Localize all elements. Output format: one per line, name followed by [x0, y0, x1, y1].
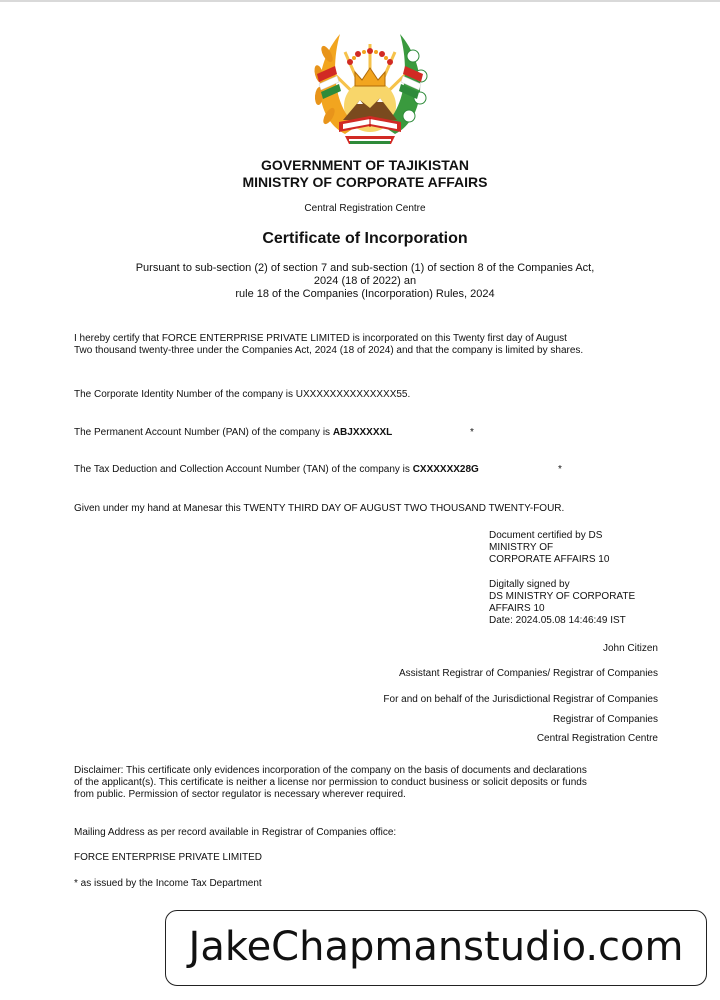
certificate-title: Certificate of Incorporation	[262, 230, 468, 247]
top-divider	[0, 0, 720, 2]
registrar-centre: Central Registration Centre	[536, 733, 658, 744]
certification-line-2: Two thousand twenty-three under the Companies Act, 2024 (18 of 2024) and that the company is limited by shares.	[74, 345, 584, 356]
digital-line-3: AFFAIRS 10	[489, 603, 545, 614]
disclaimer-line-2: of the applicant(s). This certificate is neither a license nor permission to conduct business or solicit deposits or funds	[74, 777, 587, 788]
government-name: GOVERNMENT OF TAJIKISTAN	[261, 157, 469, 173]
pursuant-line-2: 2024 (18 of 2022) an	[313, 275, 417, 287]
registrar-title: Registrar of Companies	[552, 714, 658, 725]
tan-asterisk: *	[558, 464, 562, 475]
watermark-banner: JakeChapmanstudio.com	[165, 910, 707, 986]
cin-statement: The Corporate Identity Number of the company is UXXXXXXXXXXXXXX55.	[74, 389, 411, 400]
pursuant-line-1: Pursuant to sub-section (2) of section 7 and sub-section (1) of section 8 of the Companies Act,	[135, 262, 595, 274]
certification-statement	[74, 333, 583, 357]
pan-label: The Permanent Account Number (PAN) of the company is	[74, 427, 333, 438]
disclaimer-line-3: from public. Permission of sector regulator is necessary wherever required.	[74, 789, 406, 800]
registration-centre: Central Registration Centre	[304, 203, 426, 214]
signatory-name: John Citizen	[602, 643, 658, 654]
digital-signature-date: Date: 2024.05.08 14:46:49 IST	[489, 615, 626, 626]
pan-statement	[74, 427, 392, 439]
mailing-company-name: FORCE ENTERPRISE PRIVATE LIMITED	[74, 852, 262, 863]
digital-line-1: Digitally signed by	[489, 579, 570, 590]
digital-line-2: DS MINISTRY OF CORPORATE	[489, 591, 636, 602]
document-certified-block	[489, 530, 609, 566]
signatory-role: Assistant Registrar of Companies/ Registrar of Companies	[399, 668, 658, 679]
certified-line-1: Document certified by DS	[489, 530, 603, 541]
disclaimer-line-1: Disclaimer: This certificate only evidences incorporation of the company on the basis of documents and declarations	[74, 765, 587, 776]
pan-value: ABJXXXXXL	[332, 427, 393, 438]
pursuant-line-3: rule 18 of the Companies (Incorporation) Rules, 2024	[235, 288, 495, 300]
on-behalf-statement: For and on behalf of the Jurisdictional Registrar of Companies	[383, 694, 658, 705]
certified-line-3: CORPORATE AFFAIRS 10	[489, 554, 610, 565]
pursuant-statement	[0, 262, 720, 301]
pan-asterisk: *	[470, 427, 474, 438]
tan-value: CXXXXXX28G	[412, 464, 479, 475]
disclaimer	[74, 765, 587, 801]
tan-statement	[74, 464, 479, 476]
tajikistan-coat-of-arms-icon	[305, 14, 435, 149]
digital-signature-block	[489, 579, 635, 627]
ministry-name: MINISTRY OF CORPORATE AFFAIRS	[242, 174, 488, 190]
mailing-address-label: Mailing Address as per record available in Registrar of Companies office:	[74, 827, 397, 838]
tan-label: The Tax Deduction and Collection Account Number (TAN) of the company is	[74, 464, 413, 475]
tax-department-footnote: * as issued by the Income Tax Department	[74, 878, 262, 889]
given-under-hand: Given under my hand at Manesar this TWENTY THIRD DAY OF AUGUST TWO THOUSAND TWENTY-FOUR.	[74, 503, 565, 514]
certified-line-2: MINISTRY OF	[489, 542, 554, 553]
issuing-authority	[0, 157, 720, 191]
certification-line-1: I hereby certify that FORCE ENTERPRISE PRIVATE LIMITED is incorporated on this Twenty first day of August	[74, 333, 567, 344]
